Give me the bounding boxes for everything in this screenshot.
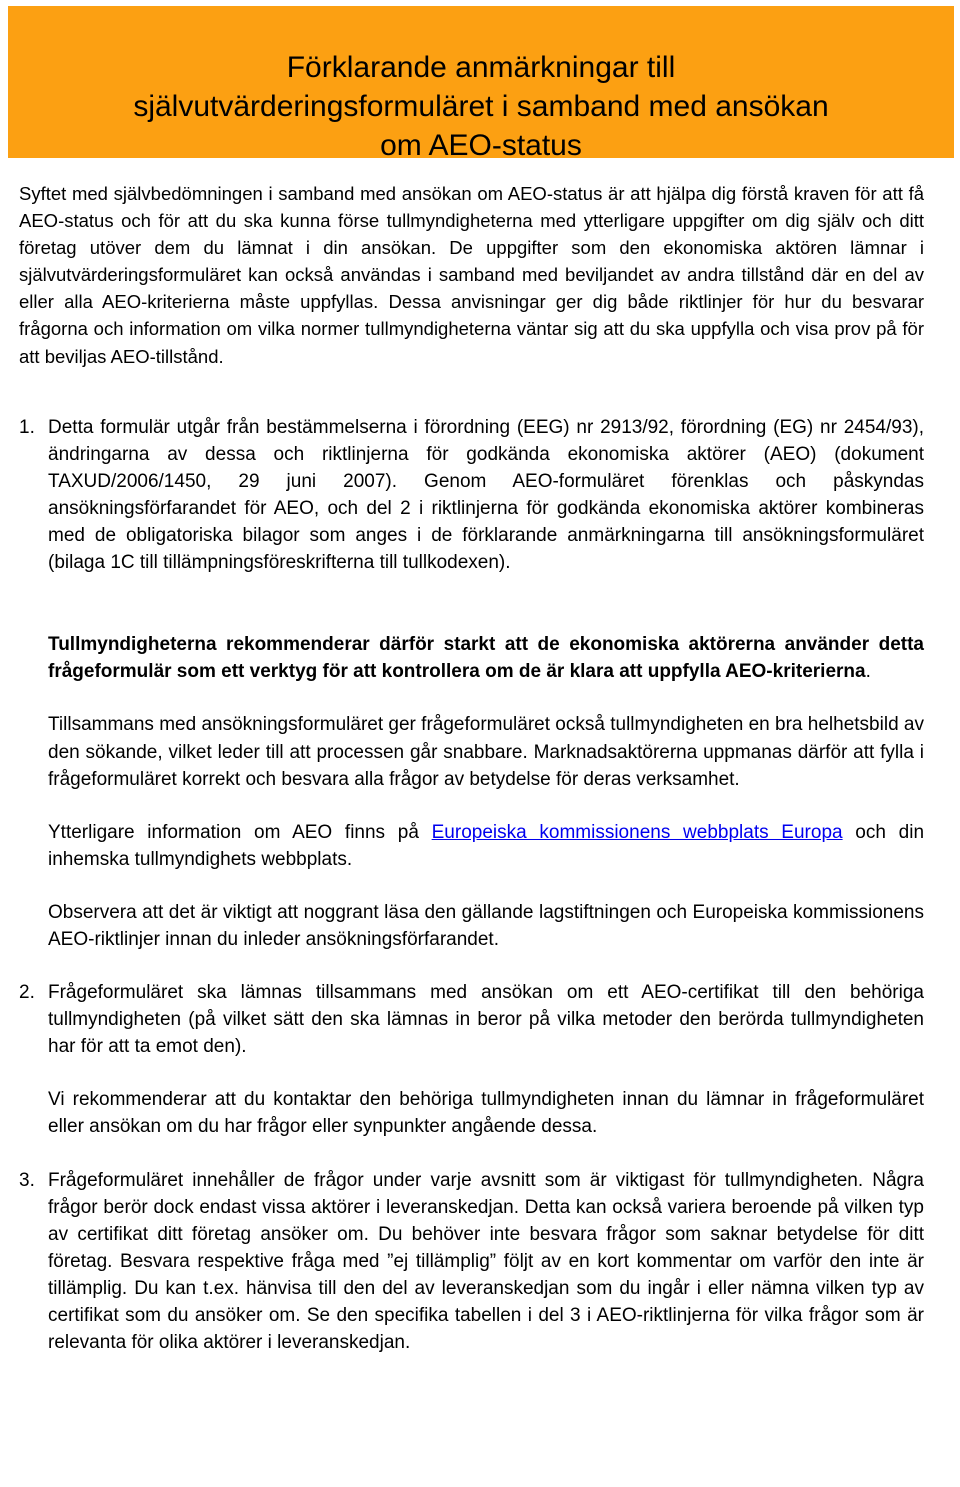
more-info-paragraph bbox=[48, 819, 924, 873]
recommendation-period: . bbox=[865, 661, 871, 683]
intro-paragraph: Syftet med självbedömningen i samband med ansökan om AEO-status är att hjälpa dig förstå kraven för att få AEO-status och för att du ska kunna förse tullmyndigheterna med ytterligare uppgifter om dig själv och ditt företag utöver dem du lämnat i din ansökan. De uppgifter som den ekonomiska aktören lämnar i självutvärderingsformuläret kan också användas i samband med beviljandet av andra tillstånd där en del av eller alla AEO-kriterierna måste uppfyllas. Dessa anvisningar ger dig både riktlinjer för hur du besvarar frågorna och information om vilka normer tullmyndigheterna väntar sig att du ska uppfylla och visa prov på för att beviljas AEO-tillstånd. bbox=[19, 183, 924, 367]
observe-paragraph: Observera att det är viktigt att noggrant läsa den gällande lagstiftningen och Europeiska kommissionens AEO-riktlinjer innan du inleder ansökningsförfarandet. bbox=[48, 901, 924, 950]
document-body bbox=[19, 180, 924, 1356]
section-2-text: Frågeformuläret ska lämnas tillsammans med ansökan om ett AEO-certifikat till den behöriga tullmyndigheten (på vilket sätt den ska lämnas in beror på vilka metoder den berörda tullmyndigheten har för att ta emot den). bbox=[48, 982, 924, 1058]
together-paragraph: Tillsammans med ansökningsformuläret ger frågeformuläret också tullmyndigheten en bra helhetsbild av den sökande, vilket leder till att processen går snabbare. Marknadsaktörerna uppmanas därför att fylla i frågeformuläret korrekt och besvara alla frågor av betydelse för deras verksamhet. bbox=[48, 714, 924, 790]
contact-paragraph: Vi rekommenderar att du kontaktar den behöriga tullmyndigheten innan du lämnar in frågeformuläret eller ansökan om du har frågor eller synpunkter angående dessa. bbox=[48, 1089, 924, 1138]
title-banner bbox=[8, 6, 954, 162]
recommendation-paragraph bbox=[48, 631, 924, 685]
recommendation-text: Tullmyndigheterna rekommenderar därför starkt att de ekonomiska aktörerna använder detta frågeformulär som ett verktyg för att kontrollera om de är klara att uppfylla AEO-kriterierna bbox=[48, 634, 924, 683]
section-1-text: Detta formulär utgår från bestämmelserna i förordning (EEG) nr 2913/92, förordning (EG) nr 2454/93), ändringarna av dessa och riktlinjerna för godkända ekonomiska aktörer (AEO) (dokument TAXUD/2006/1450, 29 juni 2007). Genom AEO-formuläret förenklas och påskyndas ansökningsförfarandet för AEO, och del 2 i riktlinjerna för godkända ekonomiska aktörer kombineras med de obligatoriska bilagor som anges i de förklarande anmärkningarna till ansökningsformuläret (bilaga 1C till tillämpningsföreskrifterna till tullkodexen). bbox=[48, 416, 924, 574]
page-title-line-2: självutvärderingsformuläret i samband med ansökan bbox=[133, 90, 829, 123]
section-1-number: 1. bbox=[19, 416, 35, 438]
section-2 bbox=[19, 979, 924, 1060]
section-3-number: 3. bbox=[19, 1169, 35, 1191]
section-2-number: 2. bbox=[19, 982, 35, 1004]
page-title-line-1: Förklarande anmärkningar till bbox=[286, 51, 676, 84]
section-3-text: Frågeformuläret innehåller de frågor under varje avsnitt som är viktigast för tullmyndigheten. Några frågor berör dock endast vissa aktörer i leveranskedjan. Detta kan också variera beroende på vilken typ av certifikat ditt företag ansöker om. Du behöver inte besvara frågor som saknar betydelse för ditt företag. Besvara respektive fråga med ”ej tillämplig” följt av en kort kommentar om varför den inte är tillämplig. Du kan t.ex. hänvisa till den del av leveranskedjan som du ingår i eller nämna vilken typ av certifikat som du ansöker om. Se den specifika tabellen i del 3 i AEO-riktlinjerna för vilka frågor som är relevanta för olika aktörer i leveranskedjan. bbox=[48, 1169, 924, 1354]
more-info-after: och din inhemska tullmyndighets webbplats. bbox=[48, 821, 925, 870]
section-3 bbox=[19, 1167, 924, 1357]
page-title-line-3: om AEO-status bbox=[380, 129, 582, 162]
section-1 bbox=[19, 414, 924, 577]
more-info-before: Ytterligare information om AEO finns på bbox=[48, 821, 432, 843]
commission-website-link[interactable]: Europeiska kommissionens webbplats Europa bbox=[431, 821, 843, 843]
